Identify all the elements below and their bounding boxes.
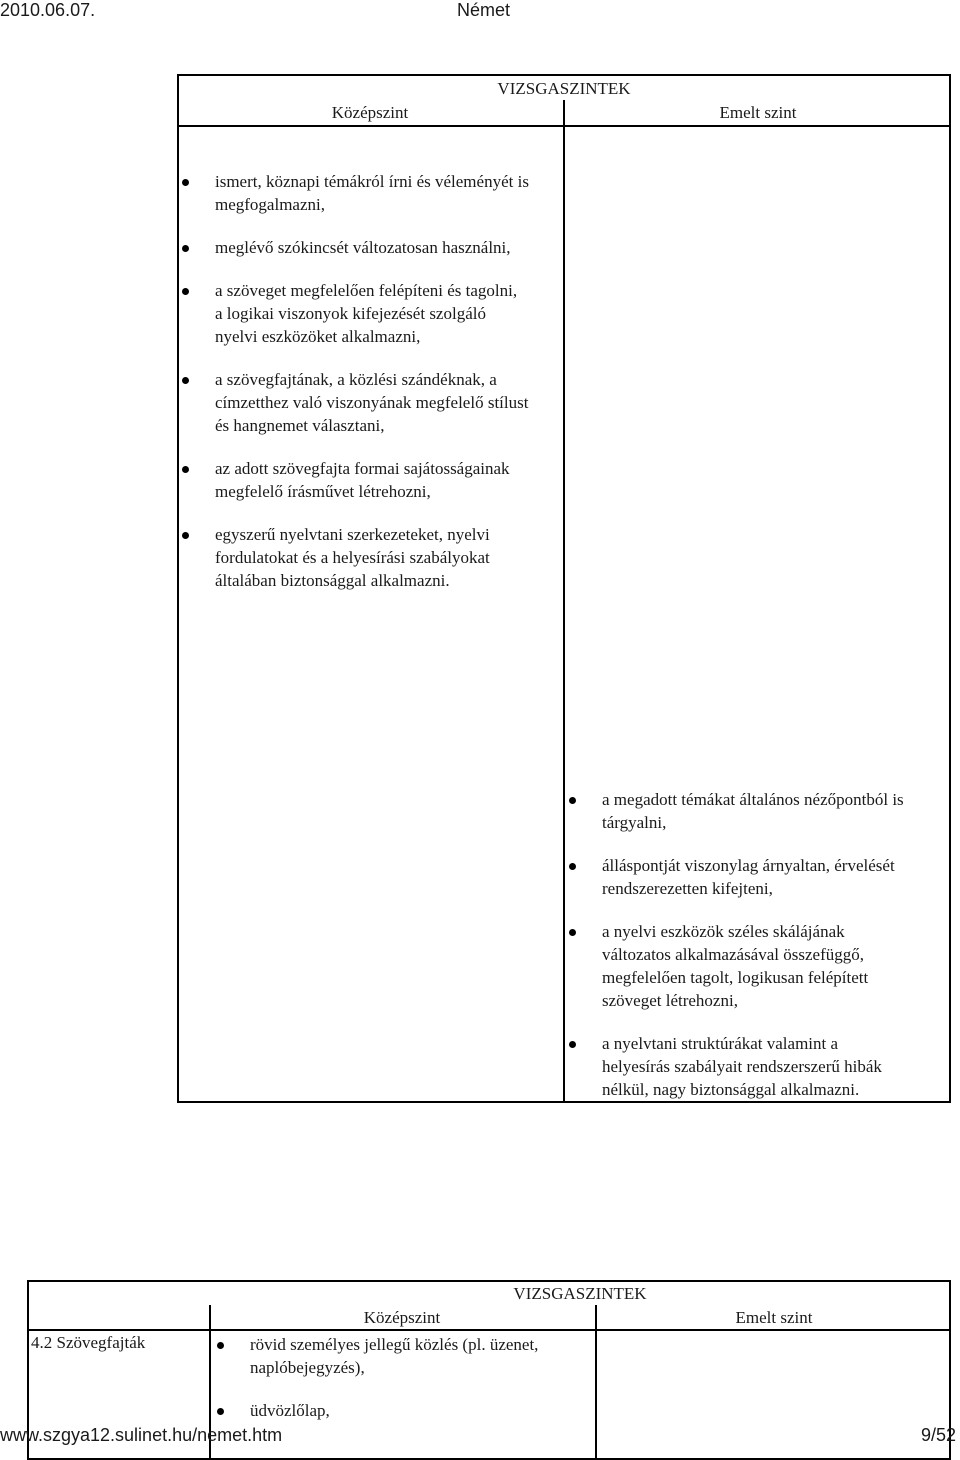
list-item [182, 523, 560, 592]
page-header [0, 0, 960, 24]
list-item-text: megfelelően tagolt, logikusan felépített [602, 968, 869, 987]
list-item [569, 1032, 947, 1101]
table-caption: VIZSGASZINTEK [497, 79, 631, 98]
list-item-text: megfogalmazni, [215, 195, 325, 214]
list-item-text: a nyelvi eszközök széles skálájának [602, 922, 845, 941]
list-item [182, 368, 560, 437]
table-column-divider [563, 100, 565, 1103]
table-divider [27, 1329, 951, 1331]
list-item-text: a nyelvtani struktúrákat valamint a [602, 1034, 839, 1053]
column-header-high: Emelt szint [719, 103, 797, 122]
list-item [182, 236, 560, 259]
list-item-text: változatos alkalmazásával összefüggő, [602, 945, 864, 964]
list-item-text: tárgyalni, [602, 813, 667, 832]
list-item-text: egyszerű nyelvtani szerkezeteket, nyelvi [215, 525, 490, 544]
header-title: Német [457, 0, 511, 20]
list-item-text: helyesírás szabályait rendszerszerű hibák [602, 1057, 882, 1076]
list-item-text: a szövegfajtának, a közlési szándéknak, a [215, 370, 497, 389]
list-item-text: ismert, köznapi témákról írni és véleményét is [215, 172, 529, 191]
list-item-text: naplóbejegyzés), [250, 1358, 365, 1377]
list-item-text: rendszerezetten kifejteni, [602, 879, 773, 898]
list-item-text: álláspontját viszonylag árnyaltan, érvelését [602, 856, 895, 875]
list-item-text: nyelvi eszközöket alkalmazni, [215, 327, 421, 346]
footer-url: www.szgya12.sulinet.hu/nemet.htm [0, 1425, 283, 1445]
row-label: 4.2 Szövegfajták [31, 1333, 146, 1352]
page-number: 9/52 [920, 1425, 956, 1445]
list-item-text: címzetthez való viszonyának megfelelő stílust [215, 393, 529, 412]
list-item [182, 170, 560, 216]
list-item-text: üdvözlőlap, [250, 1401, 330, 1420]
list-item-text: rövid személyes jellegű közlés (pl. üzenet, [250, 1335, 539, 1354]
list-item [182, 457, 560, 503]
column-header-mid: Középszint [331, 103, 409, 122]
list-item-text: megfelelő írásművet létrehozni, [215, 482, 431, 501]
list-item-text: meglévő szókincsét változatosan használni, [215, 238, 511, 257]
list-item-text: és hangnemet választani, [215, 416, 385, 435]
list-item [569, 854, 947, 900]
header-date: 2010.06.07. [0, 0, 96, 20]
list-item-text: fordulatokat és a helyesírási szabályokat [215, 548, 490, 567]
list-item [217, 1399, 593, 1422]
mid-level-list [182, 170, 560, 612]
high-level-list [569, 788, 947, 1121]
list-item-text: az adott szövegfajta formai sajátosságainak [215, 459, 510, 478]
list-item-text: a szöveget megfelelően felépíteni és tagolni, [215, 281, 518, 300]
list-item [569, 920, 947, 1012]
page-footer [0, 1425, 960, 1449]
column-header-high: Emelt szint [735, 1308, 813, 1327]
list-item [217, 1333, 593, 1379]
column-header-mid: Középszint [363, 1308, 441, 1327]
table-caption: VIZSGASZINTEK [513, 1284, 647, 1303]
list-item-text: szöveget létrehozni, [602, 991, 738, 1010]
list-item-text: a logikai viszonyok kifejezését szolgáló [215, 304, 486, 323]
list-item-text: általában biztonsággal alkalmazni. [215, 571, 450, 590]
list-item-text: nélkül, nagy biztonsággal alkalmazni. [602, 1080, 860, 1099]
list-item [182, 279, 560, 348]
list-item [569, 788, 947, 834]
list-item-text: a megadott témákat általános nézőpontból is [602, 790, 904, 809]
